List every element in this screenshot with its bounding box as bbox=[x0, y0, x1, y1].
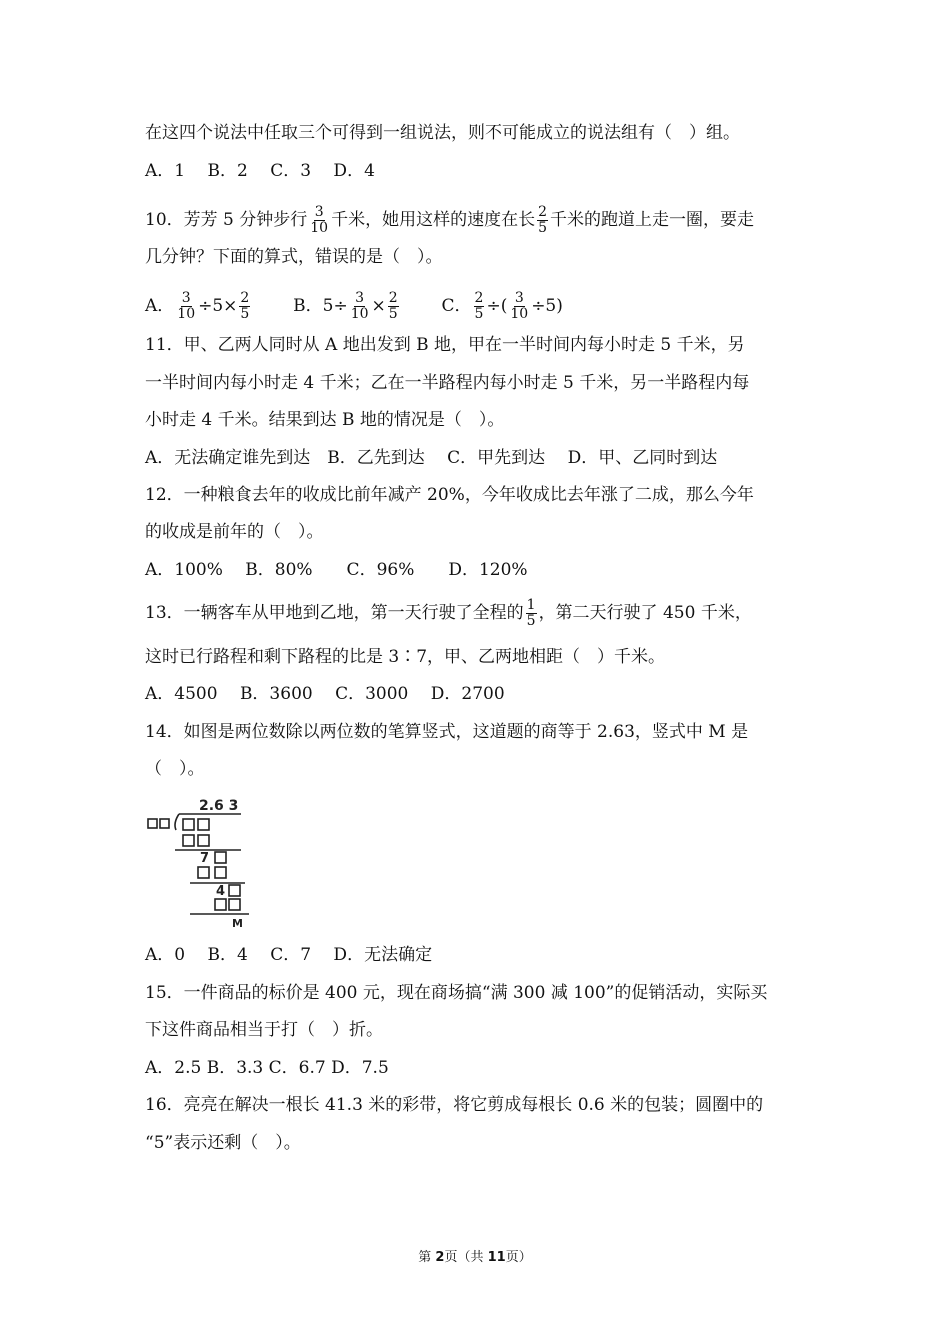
fraction-numerator: 3 bbox=[181, 290, 191, 306]
q12-line2: 的收成是前年的（ ）。 bbox=[145, 522, 324, 542]
q11-options: A．无法确定谁先到达 B．乙先到达 C．甲先到达 D．甲、乙同时到达 bbox=[145, 448, 718, 468]
q10-text-1: 10．芳芳 5 分钟步行 bbox=[145, 210, 308, 230]
operator: ÷5× bbox=[198, 296, 238, 316]
operator: ÷5) bbox=[531, 296, 563, 316]
fraction-denominator: 5 bbox=[388, 306, 398, 322]
q12-options: A．100% B．80% C．96% D．120% bbox=[145, 560, 528, 580]
q13-text-1: 13．一辆客车从甲地到乙地，第一天行驶了全程的 bbox=[145, 603, 524, 623]
fraction-numerator: 2 bbox=[388, 290, 398, 306]
q10-option-c bbox=[441, 290, 563, 322]
q10-text-2: 千米，她用这样的速度在长 bbox=[331, 210, 536, 230]
fraction-denominator: 10 bbox=[510, 306, 529, 322]
footer-text: 页（共 bbox=[444, 1250, 488, 1265]
q13-text-2: ，第二天行驶了 450 千米， bbox=[538, 603, 752, 623]
fraction-denominator: 10 bbox=[310, 220, 329, 236]
q9-text: 在这四个说法中任取三个可得到一组说法，则不可能成立的说法组有（ ）组。 bbox=[145, 123, 740, 143]
digit-four: 4 bbox=[216, 884, 226, 899]
q16-line2: “5”表示还剩（ ）。 bbox=[145, 1133, 301, 1153]
fraction-numerator: 3 bbox=[314, 204, 324, 220]
operator: × bbox=[371, 296, 386, 316]
long-division-figure bbox=[145, 797, 255, 929]
q10-line2: 几分钟？下面的算式，错误的是（ ）。 bbox=[145, 247, 443, 267]
option-label: B． bbox=[293, 296, 323, 316]
q10-text-3: 千米的跑道上走一圈，要走 bbox=[550, 210, 755, 230]
q11-line2: 一半时间内每小时走 4 千米；乙在一半路程内每小时走 5 千米，另一半路程内每 bbox=[145, 373, 750, 393]
fraction bbox=[388, 291, 399, 322]
option-label: A． bbox=[145, 296, 175, 316]
fraction-numerator: 1 bbox=[526, 597, 536, 613]
q13-options: A．4500 B．3600 C．3000 D．2700 bbox=[145, 684, 505, 704]
fraction-numerator: 3 bbox=[514, 290, 524, 306]
q14-line2: （ ）。 bbox=[145, 759, 205, 779]
q12-line1: 12．一种粮食去年的收成比前年减产 20%，今年收成比去年涨了二成，那么今年 bbox=[145, 485, 754, 505]
q13-line2: 这时已行路程和剩下路程的比是 3∶7，甲、乙两地相距（ ）千米。 bbox=[145, 647, 666, 667]
q15-options: A．2.5 B．3.3 C．6.7 D．7.5 bbox=[145, 1058, 389, 1078]
fraction-denominator: 5 bbox=[474, 306, 484, 322]
quotient-text: 2.6 3 bbox=[199, 798, 239, 814]
fraction bbox=[176, 291, 196, 322]
q11-line1: 11．甲、乙两人同时从 A 地出发到 B 地，甲在一半时间内每小时走 5 千米，另 bbox=[145, 335, 745, 355]
fraction bbox=[239, 291, 250, 322]
fraction-denominator: 5 bbox=[538, 220, 548, 236]
blank-box bbox=[148, 819, 157, 828]
page-number: 2 bbox=[435, 1250, 445, 1265]
fraction-numerator: 2 bbox=[240, 290, 250, 306]
fraction bbox=[474, 291, 485, 322]
page-footer bbox=[0, 1246, 950, 1265]
q10-option-b bbox=[293, 290, 401, 322]
division-bracket bbox=[175, 814, 179, 830]
q14-line1: 14．如图是两位数除以两位数的笔算竖式，这道题的商等于 2.63，竖式中 M 是 bbox=[145, 722, 749, 742]
total-pages: 11 bbox=[487, 1250, 506, 1265]
fraction bbox=[509, 291, 529, 322]
remainder-m: M bbox=[232, 917, 243, 929]
q10-line1 bbox=[145, 200, 754, 240]
fraction-numerator: 2 bbox=[474, 290, 484, 306]
fraction-denominator: 10 bbox=[177, 306, 196, 322]
fraction-numerator: 3 bbox=[355, 290, 365, 306]
q10-fraction-1 bbox=[309, 205, 329, 236]
q15-line2: 下这件商品相当于打（ ）折。 bbox=[145, 1020, 383, 1040]
q16-line1: 16．亮亮在解决一根长 41.3 米的彩带，将它剪成每根长 0.6 米的包装；圆圈中的 bbox=[145, 1095, 764, 1115]
q10-option-a bbox=[145, 290, 252, 322]
operator: ÷( bbox=[486, 296, 508, 316]
footer-text: 第 bbox=[418, 1250, 436, 1265]
q13-line1 bbox=[145, 593, 752, 633]
q11-line3: 小时走 4 千米。结果到达 B 地的情况是（ ）。 bbox=[145, 410, 505, 430]
operator: 5÷ bbox=[322, 296, 348, 316]
fraction-denominator: 10 bbox=[350, 306, 369, 322]
footer-text: 页） bbox=[505, 1250, 532, 1265]
fraction-denominator: 5 bbox=[240, 306, 250, 322]
option-label: C． bbox=[441, 296, 472, 316]
blank-box bbox=[160, 819, 169, 828]
digit-seven: 7 bbox=[200, 851, 210, 866]
q13-fraction bbox=[526, 598, 537, 629]
fraction bbox=[350, 291, 370, 322]
q14-options: A．0 B．4 C．7 D．无法确定 bbox=[145, 945, 433, 965]
q10-fraction-2 bbox=[537, 205, 548, 236]
fraction-denominator: 5 bbox=[526, 613, 536, 629]
fraction-numerator: 2 bbox=[538, 204, 548, 220]
q10-options bbox=[145, 286, 563, 326]
q9-options: A．1 B．2 C．3 D．4 bbox=[145, 161, 375, 181]
q15-line1: 15．一件商品的标价是 400 元，现在商场搞“满 300 减 100”的促销活动，实际买 bbox=[145, 983, 768, 1003]
